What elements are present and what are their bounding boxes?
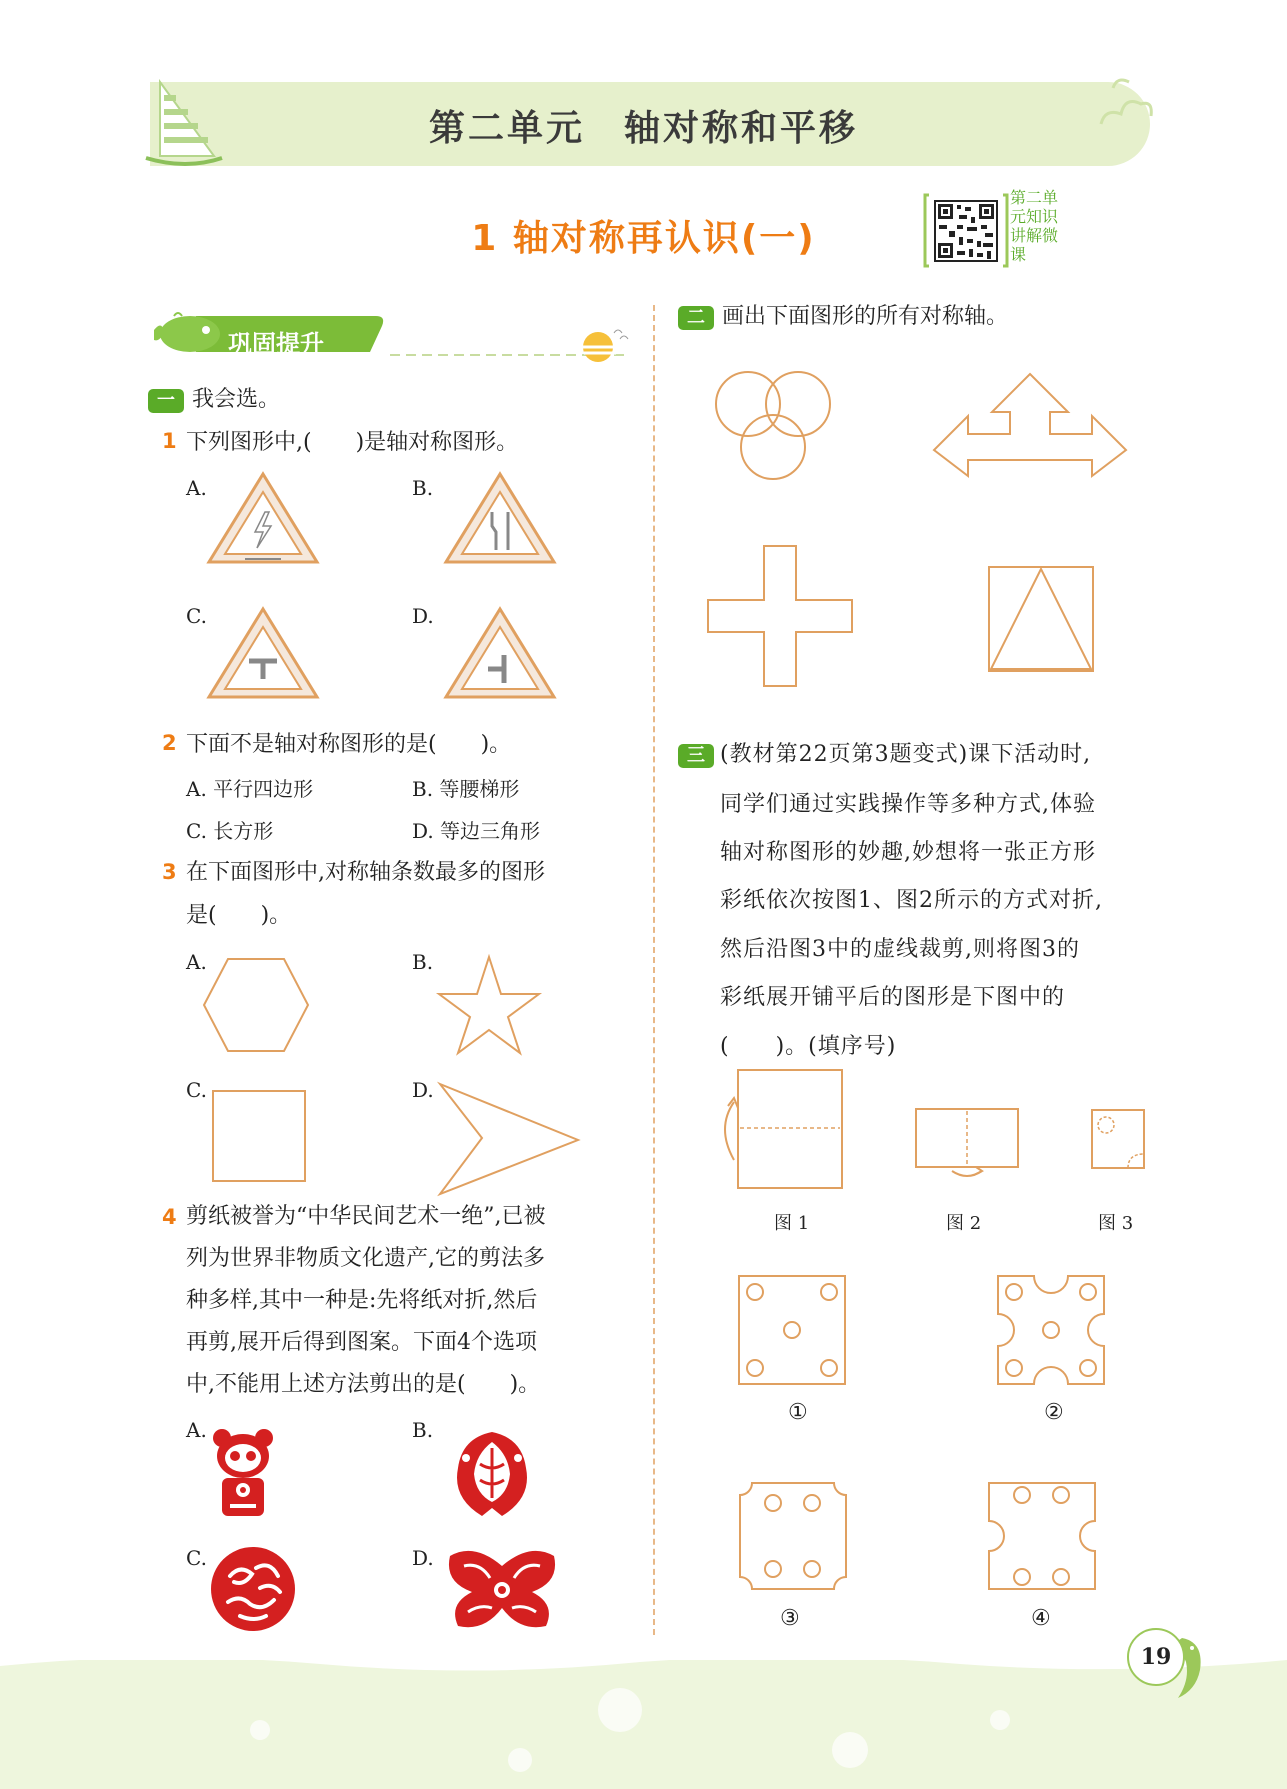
q2-text: 下面不是轴对称图形的是( )。: [186, 732, 512, 757]
q2-option-d[interactable]: D. 等边三角形: [412, 819, 541, 843]
qr-code[interactable]: [925, 193, 1007, 268]
q4-text-line3: 种多样,其中一种是:先将纸对折,然后: [186, 1288, 538, 1313]
fold-figure-1: [712, 1068, 846, 1190]
part3-text-line2: 同学们通过实践操作等多种方式,体验: [720, 792, 1096, 817]
warning-sign-lightning-icon: [205, 470, 321, 566]
part3-text-line7: ( )。(填序号): [720, 1034, 897, 1059]
q1-number: 1: [162, 429, 177, 453]
answer-choice-1-figure[interactable]: [737, 1274, 847, 1386]
fig-label-2: 图 2: [946, 1213, 982, 1234]
footer-decoration: [0, 1650, 1287, 1789]
triangle-in-square-shape[interactable]: [985, 563, 1097, 673]
papercut-butterfly-image: [444, 1546, 560, 1632]
part3-text-line1: (教材第22页第3题变式)课下活动时,: [720, 742, 1092, 767]
q4-option-d[interactable]: D.: [412, 1546, 434, 1570]
q3-text-line2: 是( )。: [186, 903, 292, 928]
part1-tag: 一: [148, 389, 184, 413]
page-number: 19: [1127, 1628, 1185, 1686]
q4-text-line1: 剪纸被誉为“中华民间艺术一绝”,已被: [186, 1204, 546, 1229]
warning-sign-road-narrow-icon: [442, 470, 558, 566]
three-arrow-shape[interactable]: [930, 372, 1130, 478]
q1-option-b[interactable]: B.: [412, 476, 434, 500]
part1-heading: 我会选。: [192, 387, 281, 412]
q3-option-b[interactable]: B.: [412, 950, 434, 974]
hexagon-shape: [200, 955, 312, 1055]
q4-text-line5: 中,不能用上述方法剪出的是( )。: [186, 1372, 541, 1397]
part3-text-line3: 轴对称图形的妙趣,妙想将一张正方形: [720, 840, 1096, 865]
part2-heading: 画出下面图形的所有对称轴。: [722, 304, 1009, 329]
section-tab-label: 巩固提升: [228, 330, 324, 358]
part2-tag: 二: [678, 306, 714, 330]
q3-option-d[interactable]: D.: [412, 1078, 434, 1102]
sun-icon: [580, 325, 630, 369]
q4-option-c[interactable]: C.: [186, 1546, 207, 1570]
papercut-fish-image: [442, 1428, 542, 1520]
q1-option-a[interactable]: A.: [186, 476, 207, 500]
three-circles-shape[interactable]: [712, 370, 836, 480]
answer-choice-3-label[interactable]: ③: [780, 1606, 800, 1631]
part3-text-line4: 彩纸依次按图1、图2所示的方式对折,: [720, 888, 1103, 913]
answer-choice-4-label[interactable]: ④: [1031, 1606, 1051, 1631]
arrowhead-shape: [438, 1080, 580, 1198]
q2-option-c[interactable]: C. 长方形: [186, 819, 274, 843]
answer-choice-2-figure[interactable]: [996, 1274, 1106, 1386]
q4-option-a[interactable]: A.: [186, 1418, 207, 1442]
warning-sign-t-junction-icon: [205, 605, 321, 701]
column-divider: [653, 305, 655, 1635]
q2-option-a[interactable]: A. 平行四边形: [186, 777, 314, 801]
part3-text-line6: 彩纸展开铺平后的图形是下图中的: [720, 985, 1066, 1010]
q2-option-b[interactable]: B. 等腰梯形: [412, 777, 520, 801]
answer-choice-1-label[interactable]: ①: [788, 1400, 808, 1425]
q3-option-c[interactable]: C.: [186, 1078, 207, 1102]
fold-figure-3: [1090, 1108, 1148, 1170]
q4-text-line2: 列为世界非物质文化遗产,它的剪法多: [186, 1246, 545, 1271]
q4-text-line4: 再剪,展开后得到图案。下面4个选项: [186, 1330, 537, 1355]
answer-choice-3-figure[interactable]: [738, 1481, 848, 1591]
cross-shape[interactable]: [706, 544, 854, 688]
part3-tag: 三: [678, 744, 714, 768]
fold-figure-2: [912, 1105, 1020, 1181]
q4-option-b[interactable]: B.: [412, 1418, 434, 1442]
fig-label-3: 图 3: [1098, 1213, 1134, 1234]
q4-number: 4: [162, 1205, 177, 1229]
qr-note: 第二单元知识讲解微课: [1010, 188, 1059, 264]
q3-number: 3: [162, 860, 177, 884]
q3-text-line1: 在下面图形中,对称轴条数最多的图形: [186, 860, 545, 885]
warning-sign-side-road-icon: [442, 605, 558, 701]
q2-number: 2: [162, 731, 177, 755]
q1-option-c[interactable]: C.: [186, 604, 207, 628]
papercut-panda-image: [210, 1428, 276, 1520]
papercut-cloud-circle-image: [210, 1546, 296, 1632]
answer-choice-4-figure[interactable]: [987, 1481, 1097, 1591]
fig-label-1: 图 1: [774, 1213, 810, 1234]
square-shape: [210, 1088, 310, 1184]
q1-text: 下列图形中,( )是轴对称图形。: [186, 430, 519, 455]
lesson-title: 1 轴对称再认识(一): [471, 218, 816, 259]
q3-option-a[interactable]: A.: [186, 950, 207, 974]
q1-option-d[interactable]: D.: [412, 604, 434, 628]
part3-text-line5: 然后沿图3中的虚线裁剪,则将图3的: [720, 937, 1080, 962]
unit-title: 第二单元 轴对称和平移: [428, 108, 858, 149]
star-shape: [436, 955, 542, 1055]
answer-choice-2-label[interactable]: ②: [1044, 1400, 1064, 1425]
